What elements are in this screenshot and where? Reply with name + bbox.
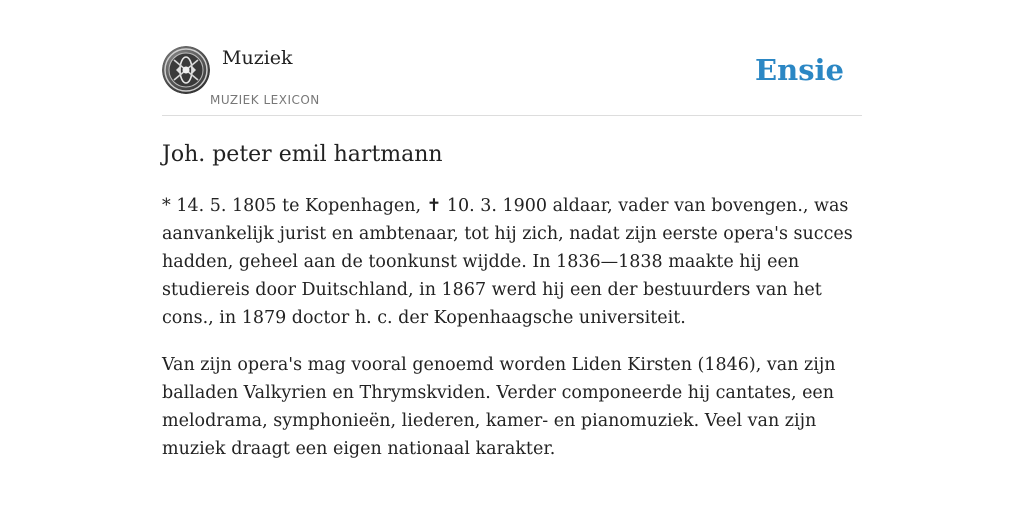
entry-body: [162, 192, 866, 482]
entry-paragraph: * 14. 5. 1805 te Kopenhagen, ✝ 10. 3. 1900 aldaar, vader van bovengen., was aanvankelijk jurist en ambtenaar, tot hij zich, nadat zijn eerste opera's succes hadden, geheel aan de toonkunst wijdde. In 1836—1838 maakte hij een studiereis door Duitschland, in 1867 werd hij een der bestuurders van het cons., in 1879 doctor h. c. der Kopenhaagsche universiteit.: [162, 196, 853, 328]
entry-paragraph: Van zijn opera's mag vooral genoemd worden Liden Kirsten (1846), van zijn balladen Valkyrien en Thrymskviden. Verder componeerde hij cantates, een melodrama, symphonieën, liederen, kamer- en pianomuziek. Veel van zijn muziek draagt een eigen nationaal karakter.: [162, 355, 836, 459]
category-title[interactable]: Muziek: [222, 47, 293, 69]
header: [162, 44, 862, 116]
entry-title: Joh. peter emil hartmann: [162, 142, 443, 167]
category-subtitle: MUZIEK LEXICON: [210, 93, 320, 107]
brand-logo-link[interactable]: Ensie: [755, 53, 844, 87]
music-emblem-icon[interactable]: [162, 46, 210, 94]
